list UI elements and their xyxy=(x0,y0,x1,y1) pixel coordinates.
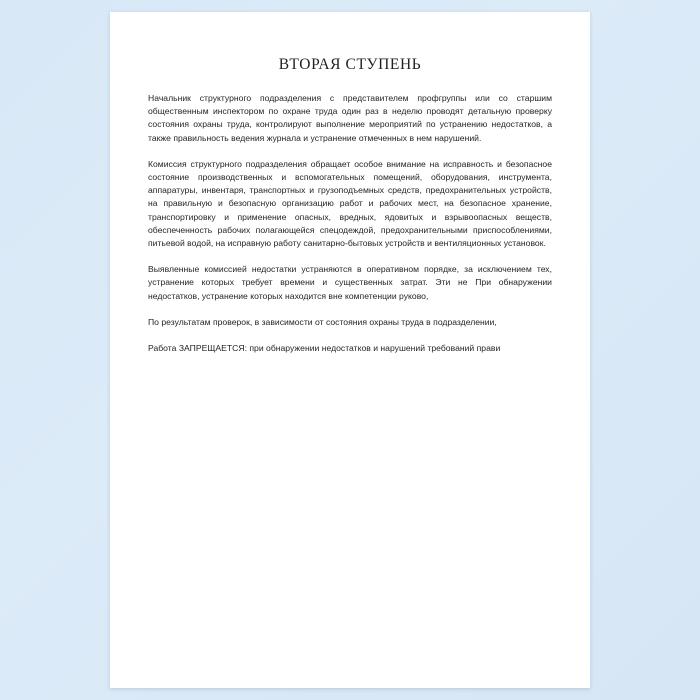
paragraph: Выявленные комиссией недостатки устраняются в оперативном порядке, за исключением тех, устранение которых требует времени и существенных затрат. Эти не При обнаружении недостатков, устранение которых находится вне компетенции руково, xyxy=(148,264,552,301)
paragraph: Начальник структурного подразделения с представителем профгруппы или со старшим общественным инспектором по охране труда один раз в неделю проводят детальную проверку состояния охраны труда, контролируют выполнение мероприятий по устранению недостатков, а также правильность ведения журнала и устранение отмеченных в нем нарушений. xyxy=(148,93,552,143)
page-content xyxy=(110,12,590,355)
paragraph: По результатам проверок, в зависимости от состояния охраны труда в подразделении, xyxy=(148,316,497,327)
page-title: ВТОРАЯ СТУПЕНЬ xyxy=(278,56,422,73)
paragraph: Комиссия структурного подразделения обращает особое внимание на исправность и безопасное состояние производственных и вспомогательных помещений, оборудования, инструмента, аппаратуры, инвентаря, транспортных и грузоподъемных средств, предохранительных устройств, на правильную и безопасную организацию работ и рабочих мест, на безопасное хранение, транспортировку и применение опасных, вредных, ядовитых и взрывоопасных веществ, обеспеченность рабочих полагающейся спецодеждой, предохранительными приспособлениями, питьевой водой, на исправную работу санитарно-бытовых устройств и вентиляционных установок. xyxy=(148,158,552,249)
paragraph: Работа ЗАПРЕЩАЕТСЯ: при обнаружении недостатков и нарушений требований прави xyxy=(148,343,501,354)
document-page xyxy=(110,12,590,688)
